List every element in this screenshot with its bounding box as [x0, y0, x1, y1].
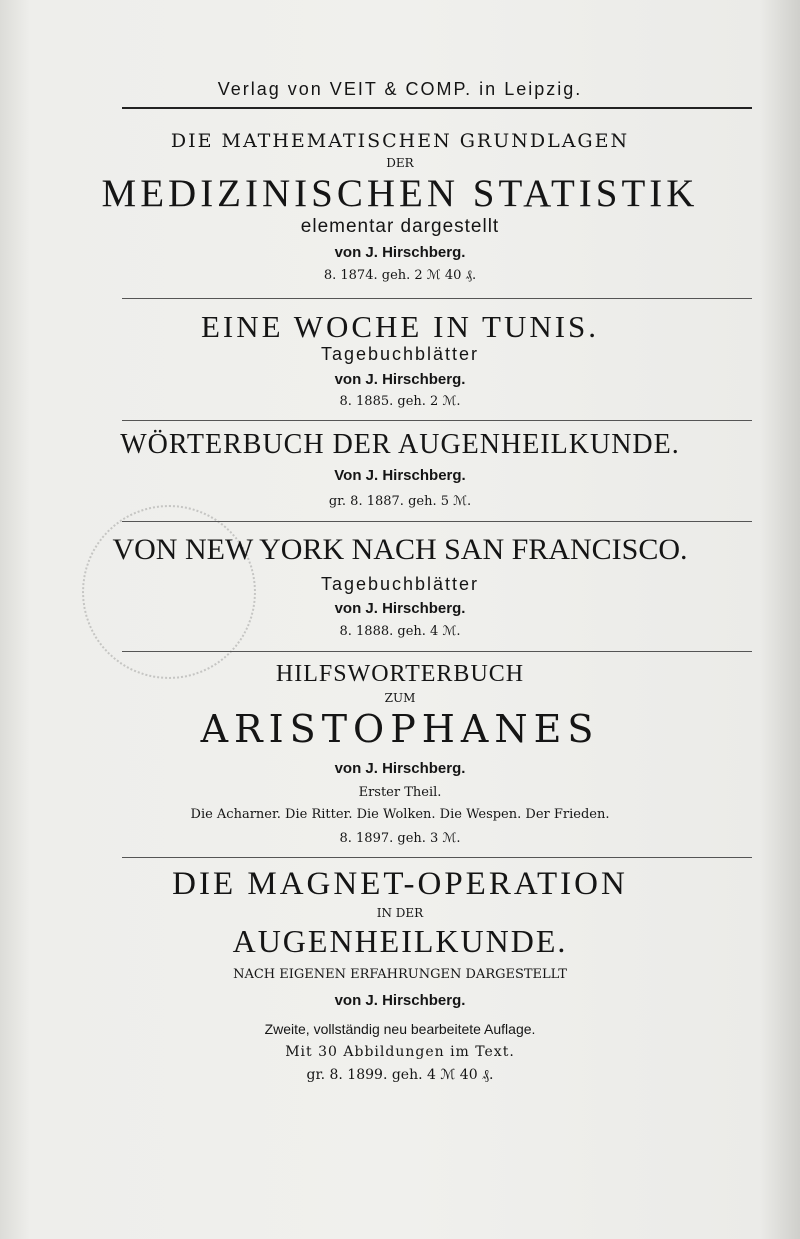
book2-details: 8. 1885. geh. 2 ℳ.	[339, 394, 461, 409]
book1-subtitle: elementar dargestellt	[300, 216, 500, 237]
book6-edition: Zweite, vollständig neu bearbeitete Auflage.	[264, 1021, 536, 1037]
book4-subtitle: Tagebuchblätter	[320, 574, 480, 594]
book6-title-line1: DIE MAGNET-OPERATION	[172, 866, 628, 902]
book5-title-line1: HILFSWORTERBUCH	[275, 661, 525, 687]
book3-title: WÖRTERBUCH DER AUGENHEILKUNDE.	[120, 429, 680, 460]
book5-title-line3: ARISTOPHANES	[200, 707, 600, 751]
book6-illustrations: Mit 30 Abbildungen im Text.	[285, 1044, 515, 1060]
book1-author: von J. Hirschberg.	[334, 244, 466, 261]
book5-part: Erster Theil.	[358, 785, 442, 800]
header-rule	[122, 107, 752, 109]
book1-title-line1: DIE MATHEMATISCHEN GRUNDLAGEN	[170, 130, 630, 152]
book2-subtitle: Tagebuchblätter	[320, 344, 480, 364]
book6-subtitle: NACH EIGENEN ERFAHRUNGEN DARGESTELLT	[233, 967, 567, 982]
book3-divider	[122, 521, 752, 522]
book3-details: gr. 8. 1887. geh. 5 ℳ.	[328, 494, 472, 509]
book2-author: von J. Hirschberg.	[334, 371, 466, 388]
book1-details: 8. 1874. geh. 2 ℳ 40 ₰.	[323, 268, 477, 283]
book4-details: 8. 1888. geh. 4 ℳ.	[339, 624, 461, 639]
book6-details: gr. 8. 1899. geh. 4 ℳ 40 ₰.	[306, 1067, 494, 1083]
book4-title: VON NEW YORK NACH SAN FRANCISCO.	[112, 533, 688, 566]
book3-author: Von J. Hirschberg.	[334, 467, 466, 484]
book4-divider	[122, 651, 752, 652]
book1-title-line2: DER	[386, 156, 414, 170]
book1-divider	[122, 298, 752, 299]
book6-title-line2: IN DER	[376, 906, 424, 920]
book6-author: von J. Hirschberg.	[334, 992, 466, 1009]
book2-divider	[122, 420, 752, 421]
book5-details: 8. 1897. geh. 3 ℳ.	[339, 831, 461, 846]
book2-title: EINE WOCHE IN TUNIS.	[200, 309, 600, 344]
book5-divider	[122, 857, 752, 858]
publisher-header: Verlag von VEIT & COMP. in Leipzig.	[217, 79, 583, 99]
book6-title-line3: AUGENHEILKUNDE.	[232, 923, 568, 959]
book5-title-line2: ZUM	[384, 691, 416, 705]
book4-author: von J. Hirschberg.	[334, 600, 466, 617]
book5-contents: Die Acharner. Die Ritter. Die Wolken. Die Wespen. Der Frieden.	[190, 807, 610, 822]
book1-title-line3: MEDIZINISCHEN STATISTIK	[101, 172, 699, 215]
book5-author: von J. Hirschberg.	[334, 760, 466, 777]
